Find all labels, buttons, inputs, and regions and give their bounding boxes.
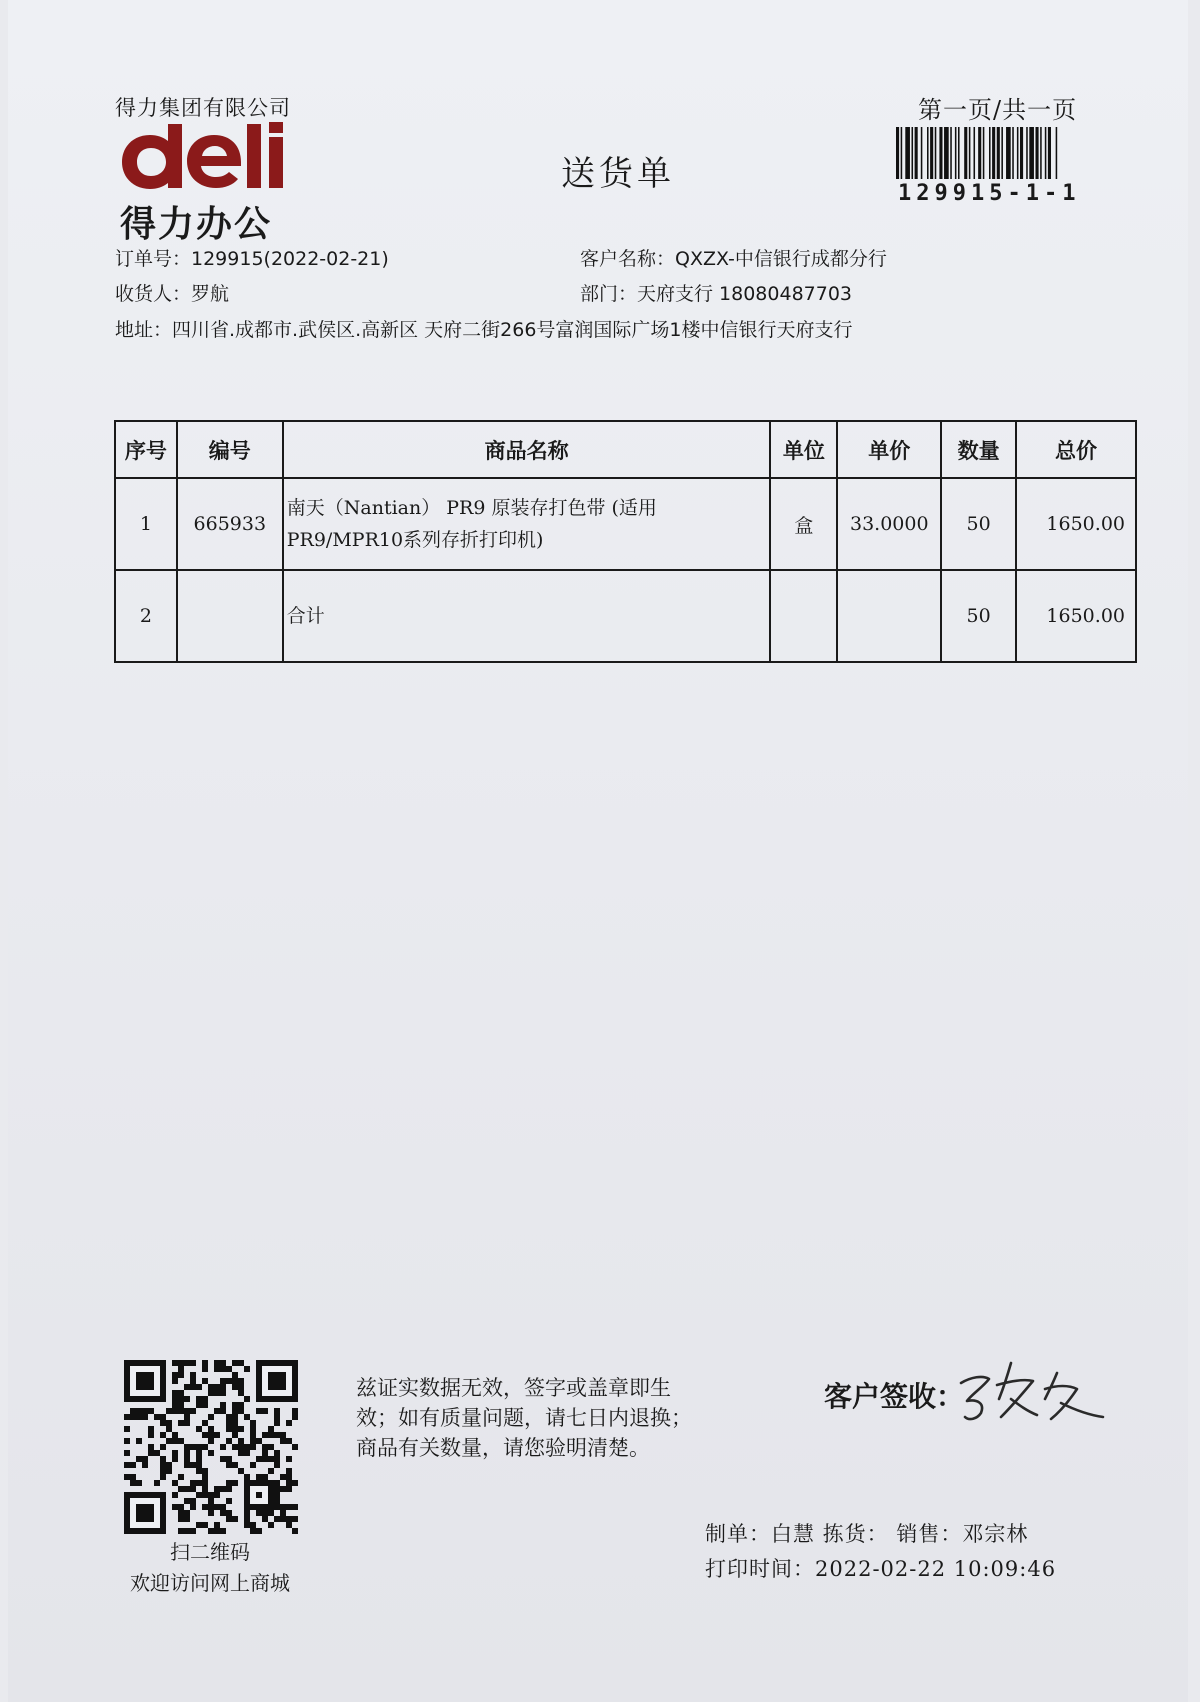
- delivery-address: 地址：四川省.成都市.武侯区.高新区 天府二街266号富润国际广场1楼中信银行天府支行: [115, 319, 853, 341]
- company-name: 得力集团有限公司: [115, 96, 291, 120]
- cell-product-name: [283, 570, 771, 662]
- barcode-number: 129915-1-1: [898, 181, 1081, 206]
- header-unit: 单位: [770, 421, 837, 478]
- cell-unit: [770, 570, 837, 662]
- table-row: [115, 570, 1136, 662]
- header-code: 编号: [177, 421, 283, 478]
- customer-sign-label: 客户签收：: [824, 1380, 965, 1413]
- cell-unit: 盒: [770, 478, 837, 570]
- header-unit-price: 单价: [837, 421, 941, 478]
- cell-code: 665933: [177, 478, 283, 570]
- items-table: [114, 420, 1137, 663]
- cell-quantity: 50: [941, 570, 1016, 662]
- cell-total: 1650.00: [1016, 570, 1136, 662]
- qr-caption-line-1: 扫二维码: [170, 1540, 250, 1564]
- qr-caption: [115, 1537, 305, 1599]
- delivery-note-sheet: [8, 0, 1188, 1702]
- notice-text: [356, 1373, 736, 1463]
- brand-slogan: 得力办公: [120, 204, 273, 245]
- header-quantity: 数量: [941, 421, 1016, 478]
- customer-name: 客户名称：QXZX-中信银行成都分行: [580, 248, 887, 270]
- qr-code[interactable]: [124, 1360, 298, 1534]
- cell-product-name: [283, 478, 771, 570]
- cell-seq: 1: [115, 478, 177, 570]
- product-name-line-2: PR9/MPR10系列存折打印机): [286, 529, 544, 551]
- header-product-name: 商品名称: [283, 421, 771, 478]
- product-name-line-1: 南天（Nantian） PR9 原装存打色带 (适用: [286, 497, 657, 519]
- notice-line-1: 兹证实数据无效，签字或盖章即生: [356, 1376, 671, 1400]
- table-row: [115, 478, 1136, 570]
- cell-unit-price: 33.0000: [837, 478, 941, 570]
- deli-logo: [116, 118, 306, 198]
- document-title: 送货单: [561, 154, 675, 194]
- table-header-row: [115, 421, 1136, 478]
- barcode: [896, 127, 1102, 179]
- cell-seq: 2: [115, 570, 177, 662]
- cell-quantity: 50: [941, 478, 1016, 570]
- cell-total: 1650.00: [1016, 478, 1136, 570]
- print-time: 打印时间：2022-02-22 10:09:46: [705, 1557, 1057, 1581]
- order-number: 订单号：129915(2022-02-21): [115, 248, 389, 270]
- header-total: 总价: [1016, 421, 1136, 478]
- cell-unit-price: [837, 570, 941, 662]
- handwritten-signature: [953, 1355, 1118, 1430]
- prepared-by: 制单：白慧 拣货： 销售：邓宗林: [705, 1522, 1029, 1546]
- receiver-name: 收货人：罗航: [115, 283, 230, 305]
- notice-line-3: 商品有关数量，请您验明清楚。: [356, 1436, 650, 1460]
- department: 部门：天府支行 18080487703: [580, 283, 853, 305]
- qr-caption-line-2: 欢迎访问网上商城: [130, 1571, 290, 1595]
- product-name-line-1: 合计: [286, 605, 325, 627]
- page-indicator: 第一页/共一页: [918, 96, 1078, 124]
- cell-code: [177, 570, 283, 662]
- header-seq: 序号: [115, 421, 177, 478]
- notice-line-2: 效；如有质量问题，请七日内退换；: [356, 1406, 692, 1430]
